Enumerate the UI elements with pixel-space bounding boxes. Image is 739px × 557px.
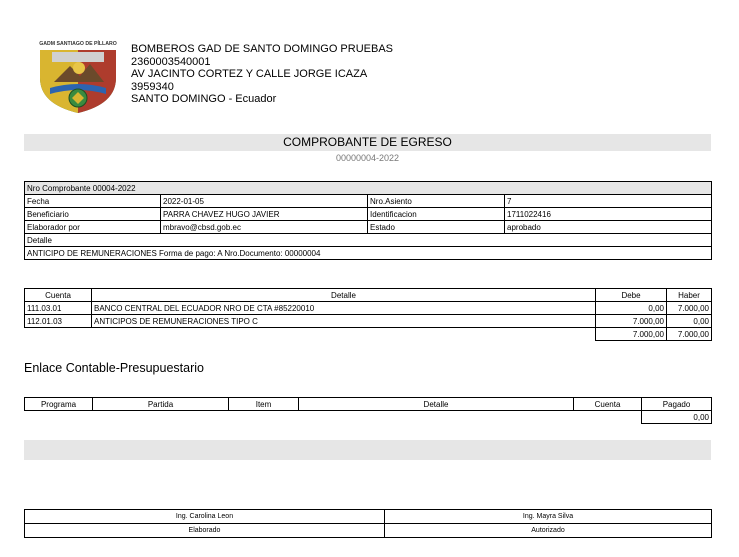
separator-bar <box>24 440 711 460</box>
budget-table <box>24 397 712 424</box>
table-row <box>25 302 712 315</box>
identificacion-value: 1711022416 <box>505 208 712 221</box>
col-pagado: Pagado <box>642 398 712 411</box>
row-cuenta: 112.01.03 <box>25 315 92 328</box>
col-haber: Haber <box>667 289 712 302</box>
row-detalle: BANCO CENTRAL DEL ECUADOR NRO DE CTA #85220010 <box>92 302 596 315</box>
company-city: SANTO DOMINGO - Ecuador <box>131 93 277 105</box>
signature-right-name: Ing. Mayra Silva <box>385 510 712 524</box>
elaborado-label: Elaborador por <box>25 221 161 234</box>
total-debe: 7.000,00 <box>596 328 667 341</box>
company-ruc: 2360003540001 <box>131 55 211 68</box>
asiento-label: Nro.Asiento <box>368 195 505 208</box>
row-haber: 7.000,00 <box>667 302 712 315</box>
beneficiario-label: Beneficiario <box>25 208 161 221</box>
signature-left-name: Ing. Carolina Leon <box>25 510 385 524</box>
col-partida: Partida <box>93 398 229 411</box>
signature-left-role: Elaborado <box>25 524 385 538</box>
col-programa: Programa <box>25 398 93 411</box>
institution-logo <box>32 38 124 114</box>
detalle-value: ANTICIPO DE REMUNERACIONES Forma de pago: A Nro.Documento: 00000004 <box>25 247 712 260</box>
estado-value: aprobado <box>505 221 712 234</box>
row-debe: 7.000,00 <box>596 315 667 328</box>
company-info <box>131 43 393 106</box>
totals-row <box>25 411 712 424</box>
accounts-table <box>24 288 712 341</box>
fecha-value: 2022-01-05 <box>161 195 368 208</box>
total-pagado: 0,00 <box>642 411 712 424</box>
col-cuenta: Cuenta <box>574 398 642 411</box>
col-item: Item <box>229 398 299 411</box>
document-title: COMPROBANTE DE EGRESO <box>24 134 711 151</box>
svg-text:GADM SANTIAGO DE PÍLLARO: GADM SANTIAGO DE PÍLLARO <box>39 41 117 47</box>
row-cuenta: 111.03.01 <box>25 302 92 315</box>
row-detalle: ANTICIPOS DE REMUNERACIONES TIPO C <box>92 315 596 328</box>
row-debe: 0,00 <box>596 302 667 315</box>
col-cuenta: Cuenta <box>25 289 92 302</box>
table-row <box>25 315 712 328</box>
signature-right-role: Autorizado <box>385 524 712 538</box>
col-debe: Debe <box>596 289 667 302</box>
estado-label: Estado <box>368 221 505 234</box>
voucher-header: Nro Comprobante 00004-2022 <box>25 182 712 195</box>
budget-section-title: Enlace Contable-Presupuestario <box>24 361 204 375</box>
total-haber: 7.000,00 <box>667 328 712 341</box>
col-detalle: Detalle <box>92 289 596 302</box>
elaborado-value: mbravo@cbsd.gob.ec <box>161 221 368 234</box>
voucher-info-table <box>24 181 712 260</box>
signatures-table <box>24 509 712 538</box>
company-address: AV JACINTO CORTEZ Y CALLE JORGE ICAZA <box>131 68 368 80</box>
totals-row <box>25 328 712 341</box>
document-number: 00000004-2022 <box>335 153 400 163</box>
identificacion-label: Identificacion <box>368 208 505 221</box>
detalle-label: Detalle <box>25 234 712 247</box>
asiento-value: 7 <box>505 195 712 208</box>
company-phone: 3959340 <box>131 80 174 93</box>
company-name: BOMBEROS GAD DE SANTO DOMINGO PRUEBAS <box>131 43 394 55</box>
col-detalle: Detalle <box>299 398 574 411</box>
beneficiario-value: PARRA CHAVEZ HUGO JAVIER <box>161 208 368 221</box>
row-haber: 0,00 <box>667 315 712 328</box>
fecha-label: Fecha <box>25 195 161 208</box>
